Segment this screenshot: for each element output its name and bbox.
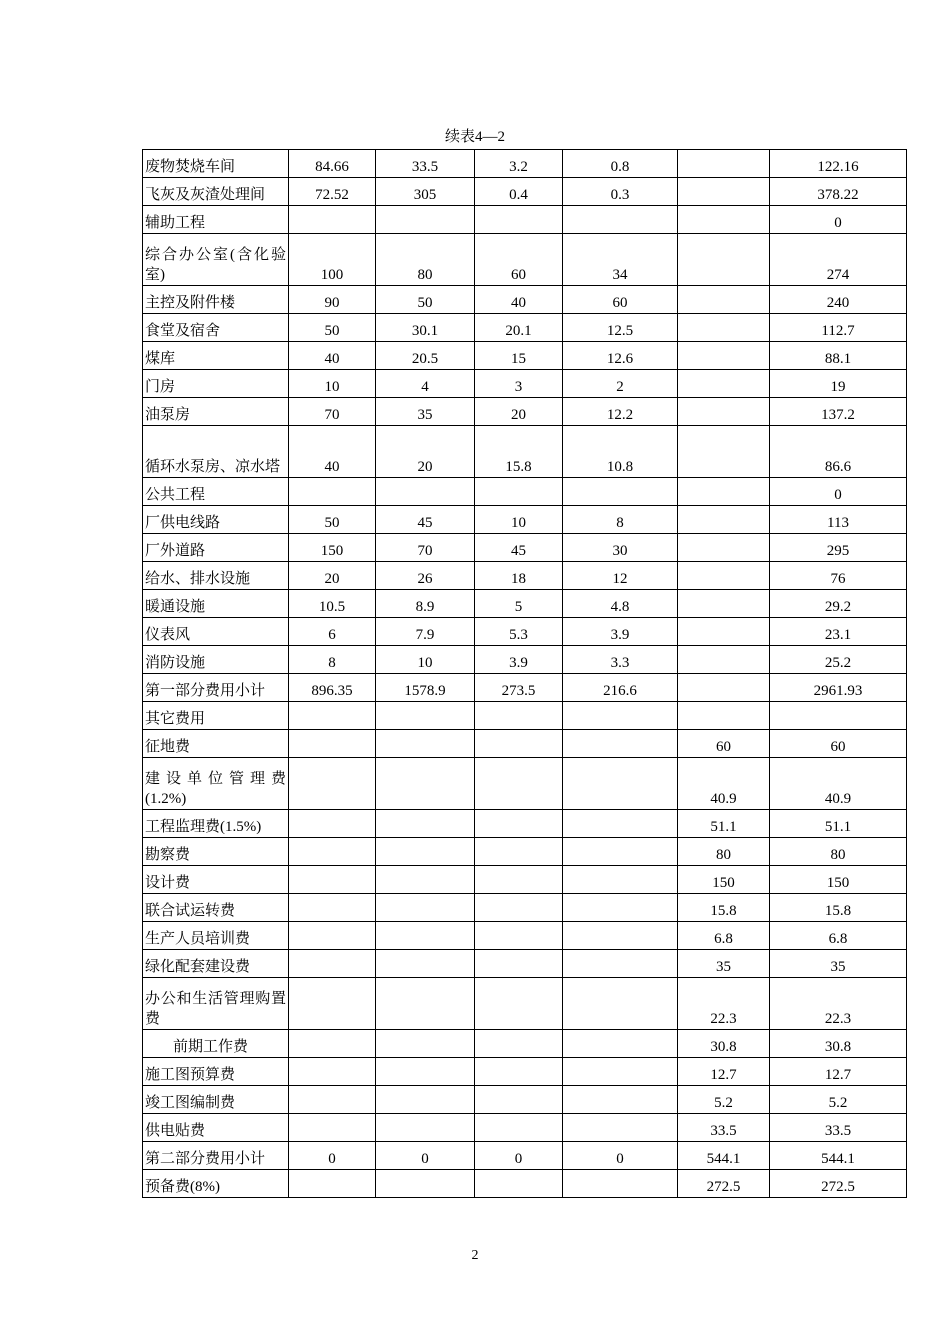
value-cell-c5 bbox=[678, 478, 770, 506]
value-cell-c1 bbox=[289, 1114, 376, 1142]
table-row bbox=[143, 646, 907, 674]
value-cell-c2 bbox=[376, 478, 475, 506]
value-cell-c1: 10.5 bbox=[289, 590, 376, 618]
value-cell-c4: 10.8 bbox=[563, 426, 678, 478]
total-cell bbox=[770, 702, 907, 730]
value-cell-c4 bbox=[563, 838, 678, 866]
total-cell: 2961.93 bbox=[770, 674, 907, 702]
value-cell-c3: 3.9 bbox=[475, 646, 563, 674]
value-cell-c5: 33.5 bbox=[678, 1114, 770, 1142]
value-cell-c5 bbox=[678, 702, 770, 730]
total-cell: 15.8 bbox=[770, 894, 907, 922]
total-cell: 274 bbox=[770, 234, 907, 286]
table-row bbox=[143, 674, 907, 702]
value-cell-c3 bbox=[475, 206, 563, 234]
value-cell-c5: 60 bbox=[678, 730, 770, 758]
value-cell-c3: 273.5 bbox=[475, 674, 563, 702]
row-label: 生产人员培训费 bbox=[143, 922, 289, 950]
value-cell-c4 bbox=[563, 950, 678, 978]
value-cell-c3: 0 bbox=[475, 1142, 563, 1170]
table-row bbox=[143, 1058, 907, 1086]
row-label: 工程监理费(1.5%) bbox=[143, 810, 289, 838]
value-cell-c2: 20 bbox=[376, 426, 475, 478]
value-cell-c5: 15.8 bbox=[678, 894, 770, 922]
table-row bbox=[143, 342, 907, 370]
row-label: 第一部分费用小计 bbox=[143, 674, 289, 702]
value-cell-c4: 12.2 bbox=[563, 398, 678, 426]
value-cell-c4 bbox=[563, 866, 678, 894]
row-label: 主控及附件楼 bbox=[143, 286, 289, 314]
value-cell-c1: 150 bbox=[289, 534, 376, 562]
value-cell-c4 bbox=[563, 1030, 678, 1058]
table-row bbox=[143, 534, 907, 562]
value-cell-c4: 60 bbox=[563, 286, 678, 314]
value-cell-c3: 5 bbox=[475, 590, 563, 618]
value-cell-c2 bbox=[376, 702, 475, 730]
value-cell-c1 bbox=[289, 894, 376, 922]
row-label: 征地费 bbox=[143, 730, 289, 758]
value-cell-c2 bbox=[376, 206, 475, 234]
value-cell-c5 bbox=[678, 286, 770, 314]
total-cell: 22.3 bbox=[770, 978, 907, 1030]
total-cell: 6.8 bbox=[770, 922, 907, 950]
total-cell: 295 bbox=[770, 534, 907, 562]
value-cell-c4: 34 bbox=[563, 234, 678, 286]
value-cell-c2: 70 bbox=[376, 534, 475, 562]
value-cell-c4: 3.9 bbox=[563, 618, 678, 646]
total-cell: 33.5 bbox=[770, 1114, 907, 1142]
value-cell-c4 bbox=[563, 978, 678, 1030]
total-cell: 76 bbox=[770, 562, 907, 590]
row-label: 仪表风 bbox=[143, 618, 289, 646]
table-row bbox=[143, 1142, 907, 1170]
value-cell-c3: 40 bbox=[475, 286, 563, 314]
value-cell-c3: 15 bbox=[475, 342, 563, 370]
value-cell-c3 bbox=[475, 1086, 563, 1114]
value-cell-c1 bbox=[289, 810, 376, 838]
total-cell: 60 bbox=[770, 730, 907, 758]
value-cell-c5: 5.2 bbox=[678, 1086, 770, 1114]
value-cell-c4: 12.6 bbox=[563, 342, 678, 370]
value-cell-c2: 7.9 bbox=[376, 618, 475, 646]
row-label: 给水、排水设施 bbox=[143, 562, 289, 590]
value-cell-c3 bbox=[475, 978, 563, 1030]
value-cell-c2: 80 bbox=[376, 234, 475, 286]
value-cell-c5: 30.8 bbox=[678, 1030, 770, 1058]
value-cell-c4 bbox=[563, 894, 678, 922]
row-label: 设计费 bbox=[143, 866, 289, 894]
value-cell-c1: 72.52 bbox=[289, 178, 376, 206]
value-cell-c5 bbox=[678, 314, 770, 342]
value-cell-c3 bbox=[475, 1114, 563, 1142]
table-row bbox=[143, 150, 907, 178]
value-cell-c2 bbox=[376, 838, 475, 866]
table-row bbox=[143, 398, 907, 426]
value-cell-c5: 272.5 bbox=[678, 1170, 770, 1198]
value-cell-c4: 3.3 bbox=[563, 646, 678, 674]
value-cell-c2: 33.5 bbox=[376, 150, 475, 178]
value-cell-c4 bbox=[563, 1114, 678, 1142]
value-cell-c4 bbox=[563, 478, 678, 506]
row-label: 消防设施 bbox=[143, 646, 289, 674]
total-cell: 0 bbox=[770, 478, 907, 506]
total-cell: 88.1 bbox=[770, 342, 907, 370]
table-row bbox=[143, 562, 907, 590]
value-cell-c3: 10 bbox=[475, 506, 563, 534]
row-label: 废物焚烧车间 bbox=[143, 150, 289, 178]
value-cell-c5 bbox=[678, 178, 770, 206]
total-cell: 51.1 bbox=[770, 810, 907, 838]
cost-table-body bbox=[143, 150, 907, 1198]
value-cell-c2: 0 bbox=[376, 1142, 475, 1170]
row-label: 前期工作费 bbox=[143, 1030, 289, 1058]
row-label: 暖通设施 bbox=[143, 590, 289, 618]
total-cell: 0 bbox=[770, 206, 907, 234]
value-cell-c5: 40.9 bbox=[678, 758, 770, 810]
value-cell-c4: 4.8 bbox=[563, 590, 678, 618]
table-row bbox=[143, 894, 907, 922]
total-cell: 544.1 bbox=[770, 1142, 907, 1170]
value-cell-c1 bbox=[289, 478, 376, 506]
table-row bbox=[143, 950, 907, 978]
total-cell: 272.5 bbox=[770, 1170, 907, 1198]
value-cell-c1 bbox=[289, 978, 376, 1030]
row-label: 绿化配套建设费 bbox=[143, 950, 289, 978]
value-cell-c5 bbox=[678, 646, 770, 674]
table-row bbox=[143, 618, 907, 646]
value-cell-c4 bbox=[563, 730, 678, 758]
value-cell-c3 bbox=[475, 702, 563, 730]
table-row bbox=[143, 590, 907, 618]
table-row bbox=[143, 978, 907, 1030]
value-cell-c3 bbox=[475, 810, 563, 838]
value-cell-c1: 90 bbox=[289, 286, 376, 314]
value-cell-c1: 20 bbox=[289, 562, 376, 590]
table-row bbox=[143, 178, 907, 206]
value-cell-c5 bbox=[678, 370, 770, 398]
table-row bbox=[143, 758, 907, 810]
row-label: 预备费(8%) bbox=[143, 1170, 289, 1198]
table-row bbox=[143, 286, 907, 314]
value-cell-c2: 8.9 bbox=[376, 590, 475, 618]
value-cell-c4: 8 bbox=[563, 506, 678, 534]
value-cell-c1: 100 bbox=[289, 234, 376, 286]
value-cell-c3 bbox=[475, 838, 563, 866]
row-label: 煤库 bbox=[143, 342, 289, 370]
value-cell-c5: 150 bbox=[678, 866, 770, 894]
value-cell-c5: 544.1 bbox=[678, 1142, 770, 1170]
value-cell-c5: 80 bbox=[678, 838, 770, 866]
value-cell-c2 bbox=[376, 810, 475, 838]
value-cell-c5: 12.7 bbox=[678, 1058, 770, 1086]
value-cell-c5 bbox=[678, 398, 770, 426]
value-cell-c1: 0 bbox=[289, 1142, 376, 1170]
value-cell-c3: 3.2 bbox=[475, 150, 563, 178]
total-cell: 23.1 bbox=[770, 618, 907, 646]
row-label: 施工图预算费 bbox=[143, 1058, 289, 1086]
value-cell-c4 bbox=[563, 1058, 678, 1086]
total-cell: 122.16 bbox=[770, 150, 907, 178]
total-cell: 12.7 bbox=[770, 1058, 907, 1086]
value-cell-c2: 20.5 bbox=[376, 342, 475, 370]
value-cell-c1: 10 bbox=[289, 370, 376, 398]
table-row bbox=[143, 370, 907, 398]
value-cell-c1 bbox=[289, 730, 376, 758]
row-label: 厂供电线路 bbox=[143, 506, 289, 534]
value-cell-c4: 12.5 bbox=[563, 314, 678, 342]
table-row bbox=[143, 702, 907, 730]
value-cell-c1 bbox=[289, 838, 376, 866]
row-label: 飞灰及灰渣处理间 bbox=[143, 178, 289, 206]
value-cell-c1: 8 bbox=[289, 646, 376, 674]
table-row bbox=[143, 478, 907, 506]
value-cell-c1: 50 bbox=[289, 314, 376, 342]
row-label: 勘察费 bbox=[143, 838, 289, 866]
value-cell-c5: 51.1 bbox=[678, 810, 770, 838]
total-cell: 35 bbox=[770, 950, 907, 978]
value-cell-c2 bbox=[376, 1114, 475, 1142]
value-cell-c1: 6 bbox=[289, 618, 376, 646]
value-cell-c1: 70 bbox=[289, 398, 376, 426]
value-cell-c2 bbox=[376, 866, 475, 894]
value-cell-c2 bbox=[376, 894, 475, 922]
row-label: 办公和生活管理购置费 bbox=[143, 978, 289, 1030]
value-cell-c2 bbox=[376, 1086, 475, 1114]
value-cell-c5 bbox=[678, 506, 770, 534]
value-cell-c3 bbox=[475, 1030, 563, 1058]
value-cell-c1: 896.35 bbox=[289, 674, 376, 702]
value-cell-c4: 0.8 bbox=[563, 150, 678, 178]
value-cell-c3 bbox=[475, 894, 563, 922]
value-cell-c5 bbox=[678, 234, 770, 286]
value-cell-c2 bbox=[376, 730, 475, 758]
total-cell: 40.9 bbox=[770, 758, 907, 810]
value-cell-c2: 1578.9 bbox=[376, 674, 475, 702]
page-number: 2 bbox=[471, 1248, 479, 1263]
total-cell: 5.2 bbox=[770, 1086, 907, 1114]
row-label: 联合试运转费 bbox=[143, 894, 289, 922]
total-cell: 80 bbox=[770, 838, 907, 866]
total-cell: 30.8 bbox=[770, 1030, 907, 1058]
table-row bbox=[143, 838, 907, 866]
value-cell-c1 bbox=[289, 1170, 376, 1198]
value-cell-c2 bbox=[376, 1170, 475, 1198]
value-cell-c5 bbox=[678, 618, 770, 646]
total-cell: 240 bbox=[770, 286, 907, 314]
table-row bbox=[143, 810, 907, 838]
table-row bbox=[143, 1086, 907, 1114]
total-cell: 19 bbox=[770, 370, 907, 398]
value-cell-c5: 22.3 bbox=[678, 978, 770, 1030]
value-cell-c1 bbox=[289, 866, 376, 894]
value-cell-c1 bbox=[289, 1086, 376, 1114]
value-cell-c5 bbox=[678, 150, 770, 178]
value-cell-c4 bbox=[563, 1086, 678, 1114]
total-cell: 29.2 bbox=[770, 590, 907, 618]
table-row bbox=[143, 506, 907, 534]
row-label: 门房 bbox=[143, 370, 289, 398]
value-cell-c2: 30.1 bbox=[376, 314, 475, 342]
value-cell-c2 bbox=[376, 1058, 475, 1086]
table-row bbox=[143, 314, 907, 342]
table-caption: 续表4—2 bbox=[444, 129, 505, 145]
value-cell-c2: 10 bbox=[376, 646, 475, 674]
value-cell-c3 bbox=[475, 922, 563, 950]
value-cell-c4: 216.6 bbox=[563, 674, 678, 702]
value-cell-c1: 84.66 bbox=[289, 150, 376, 178]
value-cell-c5 bbox=[678, 590, 770, 618]
value-cell-c3 bbox=[475, 1170, 563, 1198]
value-cell-c2: 26 bbox=[376, 562, 475, 590]
total-cell: 86.6 bbox=[770, 426, 907, 478]
value-cell-c5: 35 bbox=[678, 950, 770, 978]
value-cell-c1 bbox=[289, 758, 376, 810]
value-cell-c4 bbox=[563, 922, 678, 950]
value-cell-c4 bbox=[563, 810, 678, 838]
row-label: 循环水泵房、凉水塔 bbox=[143, 426, 289, 478]
value-cell-c3: 60 bbox=[475, 234, 563, 286]
value-cell-c3: 15.8 bbox=[475, 426, 563, 478]
value-cell-c3 bbox=[475, 950, 563, 978]
value-cell-c1 bbox=[289, 1030, 376, 1058]
value-cell-c4 bbox=[563, 1170, 678, 1198]
value-cell-c5 bbox=[678, 674, 770, 702]
value-cell-c3: 3 bbox=[475, 370, 563, 398]
row-label: 公共工程 bbox=[143, 478, 289, 506]
value-cell-c1: 40 bbox=[289, 342, 376, 370]
value-cell-c2 bbox=[376, 922, 475, 950]
table-row bbox=[143, 730, 907, 758]
table-row bbox=[143, 922, 907, 950]
value-cell-c3: 20 bbox=[475, 398, 563, 426]
table-row bbox=[143, 426, 907, 478]
value-cell-c4 bbox=[563, 758, 678, 810]
value-cell-c3 bbox=[475, 730, 563, 758]
value-cell-c1 bbox=[289, 950, 376, 978]
value-cell-c3 bbox=[475, 1058, 563, 1086]
value-cell-c3 bbox=[475, 866, 563, 894]
value-cell-c4: 0.3 bbox=[563, 178, 678, 206]
value-cell-c5 bbox=[678, 534, 770, 562]
value-cell-c1 bbox=[289, 922, 376, 950]
row-label: 竣工图编制费 bbox=[143, 1086, 289, 1114]
value-cell-c5: 6.8 bbox=[678, 922, 770, 950]
value-cell-c3 bbox=[475, 758, 563, 810]
value-cell-c5 bbox=[678, 562, 770, 590]
row-label: 厂外道路 bbox=[143, 534, 289, 562]
row-label: 综合办公室(含化验室) bbox=[143, 234, 289, 286]
row-label: 油泵房 bbox=[143, 398, 289, 426]
value-cell-c3 bbox=[475, 478, 563, 506]
value-cell-c4: 12 bbox=[563, 562, 678, 590]
value-cell-c2 bbox=[376, 1030, 475, 1058]
value-cell-c2: 35 bbox=[376, 398, 475, 426]
value-cell-c3: 5.3 bbox=[475, 618, 563, 646]
value-cell-c5 bbox=[678, 206, 770, 234]
table-row bbox=[143, 1030, 907, 1058]
table-row bbox=[143, 1114, 907, 1142]
total-cell: 150 bbox=[770, 866, 907, 894]
value-cell-c4: 0 bbox=[563, 1142, 678, 1170]
value-cell-c1: 40 bbox=[289, 426, 376, 478]
value-cell-c2 bbox=[376, 978, 475, 1030]
value-cell-c2 bbox=[376, 950, 475, 978]
total-cell: 378.22 bbox=[770, 178, 907, 206]
value-cell-c4: 30 bbox=[563, 534, 678, 562]
table-row bbox=[143, 1170, 907, 1198]
cost-table bbox=[142, 149, 907, 1198]
value-cell-c4 bbox=[563, 702, 678, 730]
value-cell-c2: 50 bbox=[376, 286, 475, 314]
total-cell: 113 bbox=[770, 506, 907, 534]
row-label: 建设单位管理费(1.2%) bbox=[143, 758, 289, 810]
table-row bbox=[143, 206, 907, 234]
row-label: 食堂及宿舍 bbox=[143, 314, 289, 342]
value-cell-c1 bbox=[289, 702, 376, 730]
value-cell-c2: 305 bbox=[376, 178, 475, 206]
total-cell: 25.2 bbox=[770, 646, 907, 674]
total-cell: 112.7 bbox=[770, 314, 907, 342]
value-cell-c2 bbox=[376, 758, 475, 810]
value-cell-c2: 4 bbox=[376, 370, 475, 398]
row-label: 其它费用 bbox=[143, 702, 289, 730]
value-cell-c1: 50 bbox=[289, 506, 376, 534]
value-cell-c2: 45 bbox=[376, 506, 475, 534]
value-cell-c3: 20.1 bbox=[475, 314, 563, 342]
value-cell-c4 bbox=[563, 206, 678, 234]
total-cell: 137.2 bbox=[770, 398, 907, 426]
value-cell-c1 bbox=[289, 206, 376, 234]
row-label: 辅助工程 bbox=[143, 206, 289, 234]
value-cell-c1 bbox=[289, 1058, 376, 1086]
value-cell-c3: 45 bbox=[475, 534, 563, 562]
value-cell-c3: 0.4 bbox=[475, 178, 563, 206]
value-cell-c3: 18 bbox=[475, 562, 563, 590]
table-row bbox=[143, 866, 907, 894]
table-row bbox=[143, 234, 907, 286]
row-label: 供电贴费 bbox=[143, 1114, 289, 1142]
value-cell-c5 bbox=[678, 342, 770, 370]
value-cell-c4: 2 bbox=[563, 370, 678, 398]
value-cell-c5 bbox=[678, 426, 770, 478]
row-label: 第二部分费用小计 bbox=[143, 1142, 289, 1170]
